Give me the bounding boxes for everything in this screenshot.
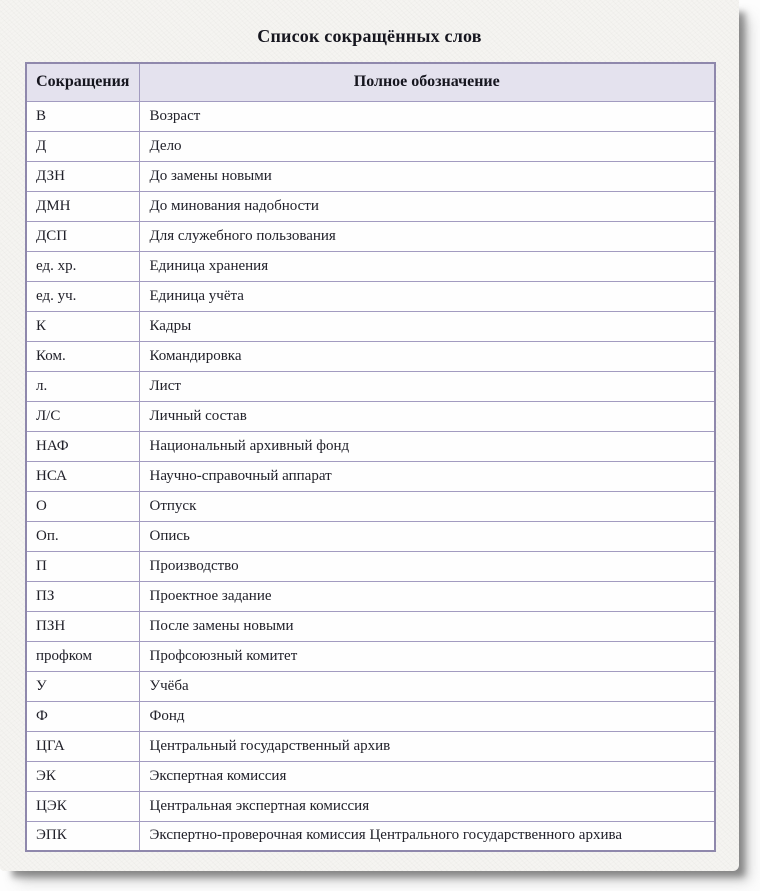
abbreviation-cell: ДМН	[26, 191, 139, 221]
abbreviation-cell: л.	[26, 371, 139, 401]
table-row	[26, 281, 715, 311]
table-row	[26, 731, 715, 761]
abbreviation-cell: Л/С	[26, 401, 139, 431]
abbreviation-cell: ЦГА	[26, 731, 139, 761]
full-designation-cell: Производство	[139, 551, 715, 581]
full-designation-cell: Личный состав	[139, 401, 715, 431]
full-designation-cell: После замены новыми	[139, 611, 715, 641]
abbreviation-cell: ЦЭК	[26, 791, 139, 821]
abbreviation-cell: ЭПК	[26, 821, 139, 851]
full-designation-cell: Профсоюзный комитет	[139, 641, 715, 671]
table-row	[26, 431, 715, 461]
abbreviation-cell: ДЗН	[26, 161, 139, 191]
abbreviation-cell: ДСП	[26, 221, 139, 251]
table-row	[26, 191, 715, 221]
abbreviation-cell: НСА	[26, 461, 139, 491]
abbreviations-table	[25, 62, 716, 852]
abbreviation-cell: К	[26, 311, 139, 341]
full-designation-cell: Для служебного пользования	[139, 221, 715, 251]
table-row	[26, 791, 715, 821]
full-designation-cell: Учёба	[139, 671, 715, 701]
table-row	[26, 251, 715, 281]
page-title: Список сокращённых слов	[257, 26, 482, 46]
full-designation-cell: Фонд	[139, 701, 715, 731]
table-header-row	[26, 63, 715, 101]
table-row	[26, 551, 715, 581]
full-designation-cell: Экспертно-проверочная комиссия Центрального государственного архива	[139, 821, 715, 851]
full-designation-cell: До замены новыми	[139, 161, 715, 191]
full-designation-cell: Опись	[139, 521, 715, 551]
abbreviation-cell: ПЗ	[26, 581, 139, 611]
table-row	[26, 761, 715, 791]
table-row	[26, 461, 715, 491]
abbreviation-cell: профком	[26, 641, 139, 671]
abbreviation-cell: У	[26, 671, 139, 701]
full-designation-cell: Центральная экспертная комиссия	[139, 791, 715, 821]
full-designation-cell: Кадры	[139, 311, 715, 341]
table-row	[26, 131, 715, 161]
full-designation-cell: Возраст	[139, 101, 715, 131]
abbreviation-cell: ед. хр.	[26, 251, 139, 281]
full-designation-cell: Экспертная комиссия	[139, 761, 715, 791]
full-designation-cell: Единица хранения	[139, 251, 715, 281]
table-row	[26, 221, 715, 251]
full-designation-cell: Лист	[139, 371, 715, 401]
full-designation-cell: Единица учёта	[139, 281, 715, 311]
abbreviation-cell: Оп.	[26, 521, 139, 551]
abbreviation-cell: Ком.	[26, 341, 139, 371]
abbreviation-cell: НАФ	[26, 431, 139, 461]
table-row	[26, 671, 715, 701]
table-row	[26, 401, 715, 431]
table-row	[26, 521, 715, 551]
full-designation-cell: Командировка	[139, 341, 715, 371]
full-designation-cell: Проектное задание	[139, 581, 715, 611]
table-row	[26, 821, 715, 851]
abbreviation-cell: Д	[26, 131, 139, 161]
table-row	[26, 611, 715, 641]
table-row	[26, 101, 715, 131]
abbreviation-cell: ПЗН	[26, 611, 139, 641]
abbreviation-cell: П	[26, 551, 139, 581]
table-row	[26, 311, 715, 341]
abbreviation-cell: О	[26, 491, 139, 521]
column-header-abbreviation: Сокращения	[26, 63, 139, 101]
table-row	[26, 701, 715, 731]
table-row	[26, 341, 715, 371]
table-body	[26, 101, 715, 851]
table-row	[26, 161, 715, 191]
table-row	[26, 581, 715, 611]
full-designation-cell: Научно-справочный аппарат	[139, 461, 715, 491]
abbreviations-table-container	[25, 62, 716, 852]
full-designation-cell: Центральный государственный архив	[139, 731, 715, 761]
table-row	[26, 491, 715, 521]
column-header-full-designation: Полное обозначение	[139, 63, 715, 101]
full-designation-cell: Отпуск	[139, 491, 715, 521]
full-designation-cell: Национальный архивный фонд	[139, 431, 715, 461]
abbreviation-cell: В	[26, 101, 139, 131]
full-designation-cell: Дело	[139, 131, 715, 161]
abbreviation-cell: ед. уч.	[26, 281, 139, 311]
table-row	[26, 371, 715, 401]
abbreviation-cell: Ф	[26, 701, 139, 731]
abbreviation-cell: ЭК	[26, 761, 139, 791]
full-designation-cell: До минования надобности	[139, 191, 715, 221]
table-row	[26, 641, 715, 671]
